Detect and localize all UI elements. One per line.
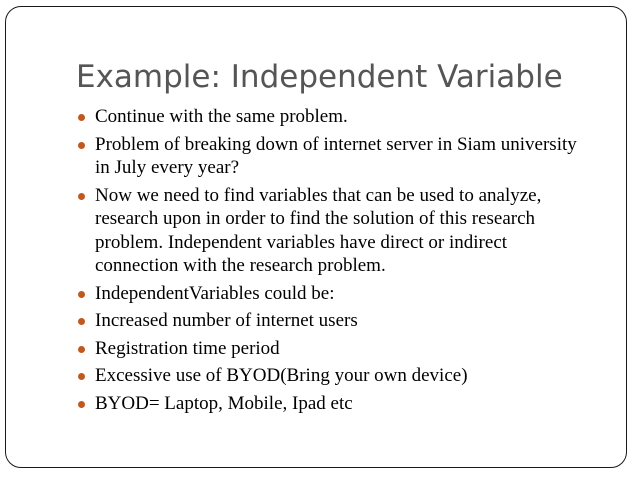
slide-title: Example: Independent Variable bbox=[76, 59, 563, 95]
list-item bbox=[78, 105, 578, 129]
list-item bbox=[78, 392, 578, 416]
bullet-text: Continue with the same problem. bbox=[95, 106, 348, 127]
list-item bbox=[78, 133, 578, 180]
slide-frame bbox=[5, 6, 627, 468]
bullet-dot-icon bbox=[78, 114, 85, 121]
bullet-list bbox=[78, 105, 578, 419]
list-item bbox=[78, 309, 578, 333]
list-item bbox=[78, 364, 578, 388]
list-item bbox=[78, 282, 578, 306]
list-item bbox=[78, 337, 578, 361]
bullet-dot-icon bbox=[78, 346, 85, 353]
bullet-text: Registration time period bbox=[95, 337, 280, 359]
bullet-dot-icon bbox=[78, 401, 85, 408]
bullet-text: IndependentVariables could be: bbox=[95, 282, 335, 304]
bullet-dot-icon bbox=[78, 193, 85, 200]
list-item bbox=[78, 184, 578, 278]
bullet-text: Excessive use of BYOD(Bring your own device) bbox=[95, 365, 468, 386]
bullet-dot-icon bbox=[78, 142, 85, 149]
bullet-text: BYOD= Laptop, Mobile, Ipad etc bbox=[95, 392, 353, 414]
bullet-text: Increased number of internet users bbox=[95, 310, 358, 331]
bullet-text: Now we need to find variables that can be used to analyze, research upon in order to find the solution of this research problem. Independent variables have direct or indirect connection with the research problem. bbox=[95, 184, 542, 276]
bullet-dot-icon bbox=[78, 318, 85, 325]
bullet-dot-icon bbox=[78, 373, 85, 380]
bullet-text: Problem of breaking down of internet server in Siam university in July every year? bbox=[95, 133, 577, 178]
bullet-dot-icon bbox=[78, 291, 85, 298]
